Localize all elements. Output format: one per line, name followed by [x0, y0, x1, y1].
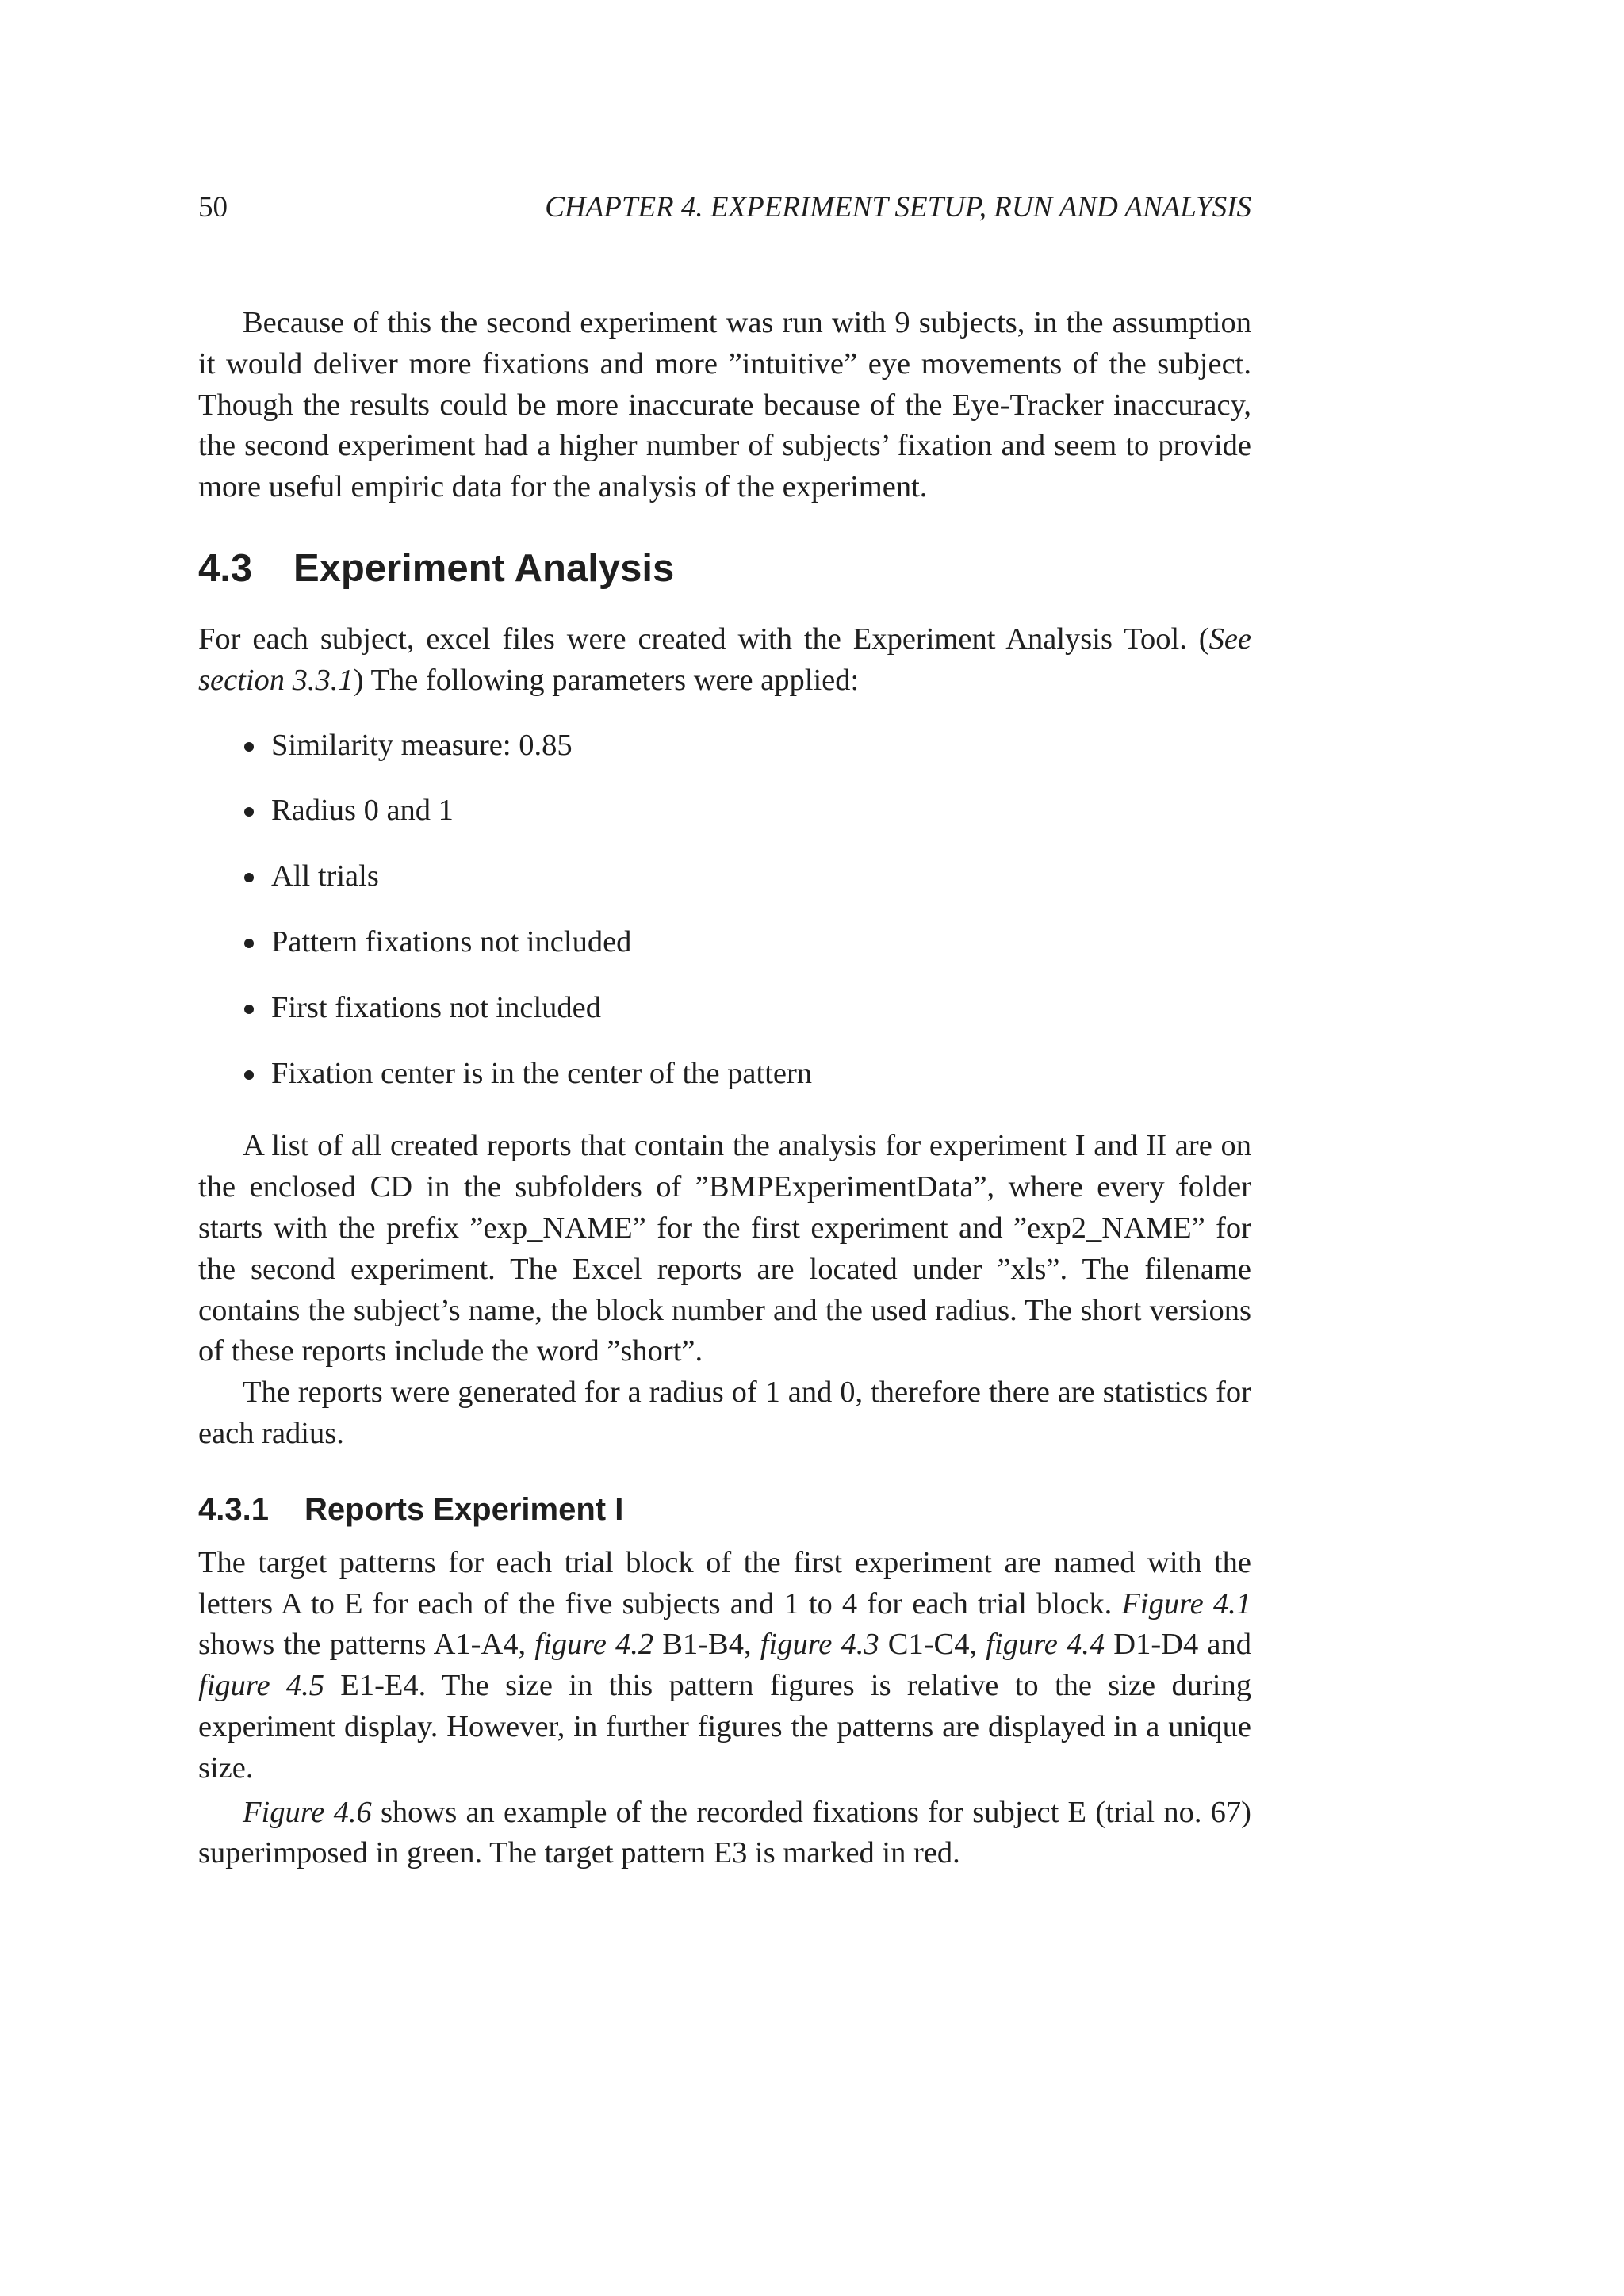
paragraph-tool	[198, 619, 1251, 702]
bullet-icon	[244, 742, 254, 752]
subsection-number: 4.3.1	[198, 1491, 269, 1527]
section-title: Experiment Analysis	[293, 546, 675, 590]
figure-reference: figure 4.2	[534, 1628, 654, 1662]
list-item	[198, 922, 1251, 963]
text-run: D1-D4 and	[1105, 1628, 1251, 1662]
figure-reference: figure 4.3	[760, 1628, 879, 1662]
bullet-icon	[244, 1004, 254, 1014]
list-item-text: All trials	[271, 859, 379, 894]
list-item	[198, 856, 1251, 897]
text-run: shows the patterns A1-A4,	[198, 1628, 535, 1662]
bullet-icon	[244, 873, 254, 882]
figure-reference: figure 4.4	[986, 1628, 1105, 1662]
list-item-text: First fixations not included	[271, 990, 601, 1024]
paragraph-figure-4-6	[198, 1793, 1251, 1875]
parameter-list	[198, 725, 1251, 1095]
section-heading	[198, 545, 1251, 592]
text-run: E1-E4. The size in this pattern figures is relative to the size during experiment display. However, in further figures the patterns are displayed in a unique size.	[198, 1669, 1251, 1785]
text-run: ) The following parameters were applied:	[353, 663, 860, 697]
paragraph-patterns	[198, 1543, 1251, 1789]
text-run: For each subject, excel files were created with the Experiment Analysis Tool. (	[198, 622, 1209, 656]
list-item	[198, 790, 1251, 832]
paragraph-intro: Because of this the second experiment was run with 9 subjects, in the assumption it would deliver more fixations and more ”intuitive” eye movements of the subject. Though the results could be more inaccurate because of the Eye-Tracker inaccuracy, the second experiment had a higher number of subjects’ fixation and seem to provide more useful empiric data for the analysis of the experiment.	[198, 306, 1251, 504]
page-number: 50	[198, 191, 228, 224]
figure-reference: figure 4.5	[198, 1669, 324, 1703]
bullet-icon	[244, 807, 254, 817]
figure-reference: Figure 4.1	[1121, 1586, 1251, 1621]
list-item-text: Radius 0 and 1	[271, 794, 454, 828]
paragraph-radius: The reports were generated for a radius of 1 and 0, therefore there are statistics for each radius.	[198, 1376, 1251, 1450]
list-item-text: Similarity measure: 0.85	[271, 728, 573, 762]
list-item-text: Pattern fixations not included	[271, 924, 632, 959]
running-title: CHAPTER 4. EXPERIMENT SETUP, RUN AND ANALYSIS	[545, 191, 1251, 224]
list-item	[198, 1054, 1251, 1095]
text-run: shows an example of the recorded fixations for subject E (trial no. 67) superimposed in green. The target pattern E3 is marked in red.	[198, 1795, 1251, 1870]
figure-reference: Figure 4.6	[243, 1795, 372, 1829]
list-item	[198, 725, 1251, 767]
bullet-icon	[244, 939, 254, 948]
section-number: 4.3	[198, 546, 253, 590]
list-item	[198, 988, 1251, 1029]
text-run: C1-C4,	[879, 1628, 986, 1662]
bullet-icon	[244, 1070, 254, 1080]
list-item-text: Fixation center is in the center of the pattern	[271, 1056, 813, 1090]
text-run: The target patterns for each trial block of the first experiment are named with the letters A to E for each of the five subjects and 1 to 4 for each trial block.	[198, 1545, 1251, 1621]
paragraph-reports: A list of all created reports that contain the analysis for experiment I and II are on the enclosed CD in the subfolders of ”BMPExperimentData”, where every folder starts with the prefix ”exp_NAME” for the first experiment and ”exp2_NAME” for the second experiment. The Excel reports are located under ”xls”. The filename contains the subject’s name, the block number and the used radius. The short versions of these reports include the word ”short”.	[198, 1129, 1251, 1368]
section-reference: See section 3.3.1	[198, 622, 1251, 697]
subsection-title: Reports Experiment I	[304, 1491, 624, 1527]
text-run: B1-B4,	[653, 1628, 760, 1662]
body-text	[198, 303, 1251, 1874]
subsection-heading	[198, 1489, 1251, 1530]
